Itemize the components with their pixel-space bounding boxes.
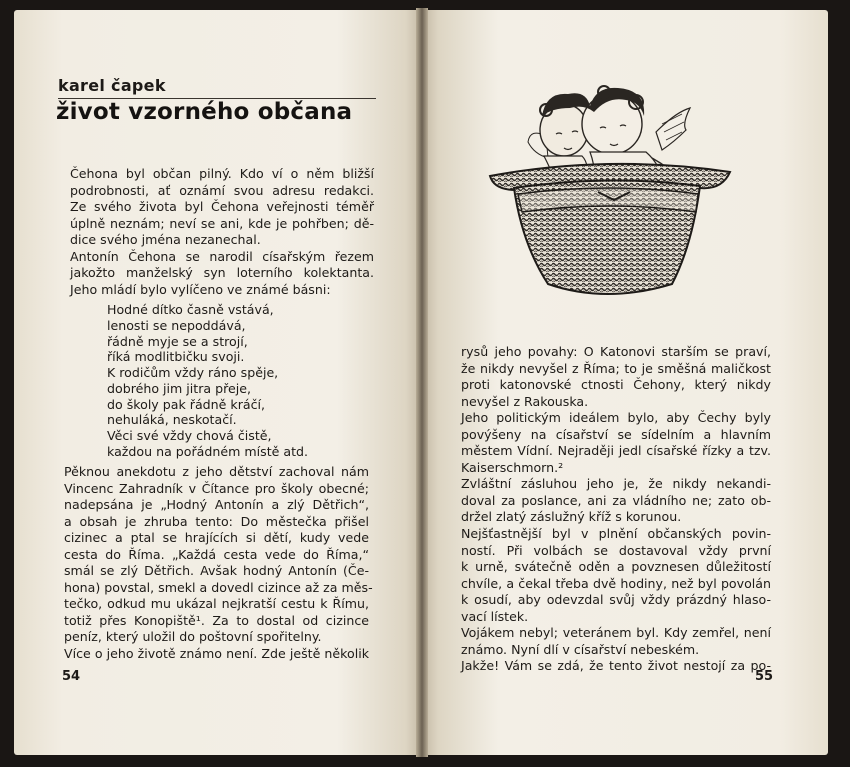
poem-line: nehuláká, neskotačí.: [107, 412, 237, 428]
text-line: úplně neznám; neví se ani, kde je pohřben; dě-: [70, 215, 374, 231]
text-line: podrobnosti, ať oznámí svou adresu redakci.: [70, 182, 374, 198]
text-line: Vincenc Zahradník v Čítance pro školy obecné;: [64, 480, 369, 496]
text-line: chvíle, a čekal třeba dvě hodiny, než byl povolán: [461, 575, 771, 591]
text-line: proti katonovské ctnosti Čehony, který nikdy: [461, 377, 771, 393]
text-line: povýšeny na císařství se sídelním a hlavním: [461, 426, 771, 442]
text-line: nevyšel z Rakouska.: [461, 393, 589, 409]
text-line: Antonín Čehona se narodil císařským řezem: [70, 248, 374, 264]
poem-line: do školy pak řádně kráčí,: [107, 396, 266, 412]
text-line: peníz, který uložil do poštovní spořitelny.: [64, 629, 322, 645]
text-line: Čehona byl občan pilný. Kdo ví o něm bližší: [70, 166, 374, 181]
poem-line: řádně myje se a strojí,: [107, 333, 248, 349]
text-line: městem Vídní. Nejraději jedl císařské řízky a tzv.: [461, 443, 771, 459]
text-line: Ze svého života byl Čehona veřejnosti téměř: [70, 199, 374, 215]
text-line: vací lístek.: [461, 608, 529, 624]
text-line: Vojákem nebyl; veteránem byl. Kdy zemřel, není: [461, 625, 771, 641]
poem-line: Hodné dítko časně vstává,: [107, 302, 274, 317]
paragraph-3: [64, 464, 373, 663]
text-line: k osudí, aby odevzdal svůj vždy prázdný hlaso-: [461, 592, 771, 608]
text-line: dice svého jména nezanechal.: [70, 232, 261, 248]
text-line: držel zlatý záslužný kříž s korunou.: [461, 509, 682, 525]
poem-line: lenosti se nepoddává,: [107, 317, 246, 333]
text-line: ností. Při volbách se dostavoval vždy první: [461, 542, 771, 558]
page-title: život vzorného občana: [56, 99, 353, 125]
poem-line: Věci své vždy chová čistě,: [107, 428, 272, 443]
text-line: jakožto manželský syn loterního kolektanta.: [70, 265, 374, 281]
text-line: Pěknou anekdotu z jeho dětství zachoval nám: [64, 464, 369, 479]
text-line: hona) povstal, smekl a dovedl cizince až za měs-: [64, 579, 373, 595]
text-line: že nikdy nevyšel z Říma; to je směšná maličkost: [461, 360, 771, 376]
text-line: k urně, svátečně oděn a povznesen důležitostí: [461, 559, 771, 575]
text-line: nadepsána je „Hodný Antonín a zlý Dětřich“,: [64, 497, 369, 513]
text-line: a obsah je zhruba tento: Do městečka přišel: [64, 513, 369, 529]
paragraph-1: [70, 166, 374, 298]
text-line: rysů jeho povahy: O Katonovi starším se praví,: [461, 344, 771, 359]
text-line: Nejšťastnější byl v plnění občanských povin-: [461, 526, 771, 542]
text-line: doval za poslance, ani za vládního ne; zato ob-: [461, 492, 771, 508]
poem-line: říká modlitbičku svoji.: [107, 349, 245, 365]
text-line: smál se zlý Dětřich. Avšak hodný Antonín (Če-: [64, 563, 369, 579]
text-line: cizinec a ptal se hrajících si dětí, kudy vede: [64, 530, 369, 546]
text-line: tečko, odkud mu ukázal nejkratší cestu k Římu,: [64, 596, 369, 612]
text-line: Jakže! Vám se zdá, že tento život nestojí za po-: [461, 658, 771, 674]
poem-line: každou na pořádném místě atd.: [107, 443, 309, 459]
text-line: Jeho mládí bylo vylíčeno ve známé básni:: [70, 281, 331, 297]
page-number-right: 55: [755, 669, 774, 684]
book-gutter: [416, 8, 428, 757]
poem: [107, 302, 308, 460]
text-line: Zvláštní zásluhou jeho je, že nikdy nekandi-: [461, 476, 771, 492]
paragraph-right-1: [461, 344, 771, 675]
text-line: Kaiserschmorn.²: [461, 459, 564, 475]
page-number-left: 54: [62, 669, 81, 684]
text-line: cesta do Říma. „Každá cesta vede do Říma,“: [64, 546, 369, 562]
text-line: totiž přes Konopiště¹. Za to dostal od cizince: [64, 612, 369, 628]
poem-line: dobrého jim jitra přeje,: [107, 380, 252, 396]
text-line: Více o jeho životě známo není. Zde ještě několik: [64, 646, 369, 662]
cherubs-in-hat-illustration: [486, 72, 734, 304]
poem-line: K rodičům vždy ráno spěje,: [107, 365, 279, 380]
text-line: Jeho politickým ideálem bylo, aby Čechy byly: [461, 410, 771, 426]
author-name: karel čapek: [58, 76, 166, 95]
text-line: známo. Nyní dlí v císařství nebeském.: [461, 641, 700, 657]
